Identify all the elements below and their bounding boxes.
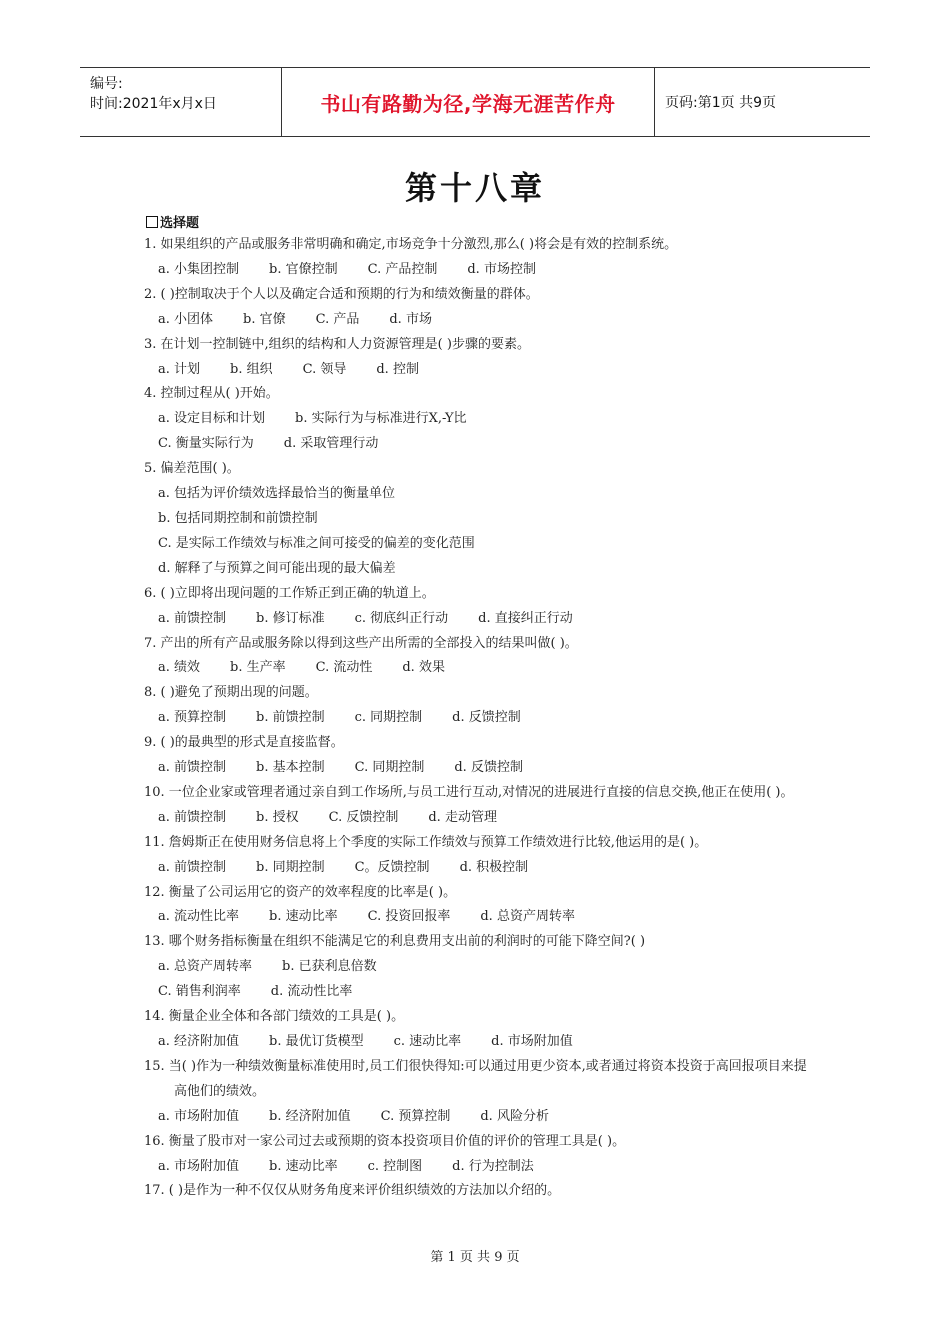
option-row (144, 856, 814, 881)
answer-option: d. 行为控制法 (452, 1158, 534, 1174)
answer-option: b. 组织 (230, 361, 273, 377)
answer-option: d. 采取管理行动 (283, 436, 379, 452)
header-meta (80, 68, 282, 136)
answer-option: b. 实际行为与标准进行X,-Y比 (295, 411, 467, 427)
question-17: 17. ( )是作为一种不仅仅从财务角度来评价组织绩效的方法加以介绍的。 (144, 1183, 561, 1199)
answer-option: c. 控制图 (367, 1158, 423, 1174)
answer-option: b. 速动比率 (269, 1158, 338, 1174)
question-8: 8. ( )避免了预期出现的问题。 (144, 685, 318, 701)
answer-option: a. 包括为评价绩效选择最恰当的衡量单位 (158, 486, 396, 502)
option-row (144, 532, 814, 557)
question-11: 11. 詹姆斯正在使用财务信息将上个季度的实际工作绩效与预算工作绩效进行比较,他运用的是( )。 (144, 834, 708, 850)
answer-option: d. 风险分析 (480, 1108, 549, 1124)
answer-option: a. 预算控制 (158, 710, 227, 726)
option-row (144, 308, 814, 333)
question-3: 3. 在计划一控制链中,组织的结构和人力资源管理是( )步骤的要素。 (144, 336, 530, 352)
option-row (144, 358, 814, 383)
option-row (144, 656, 814, 681)
question-9: 9. ( )的最典型的形式是直接监督。 (144, 735, 344, 751)
answer-option: b. 授权 (256, 809, 299, 825)
question-16: 16. 衡量了股市对一家公司过去或预期的资本投资项目价值的评价的管理工具是( )。 (144, 1133, 626, 1149)
answer-option: a. 设定目标和计划 (158, 411, 266, 427)
answer-option: d. 效果 (402, 660, 445, 676)
question-5: 5. 偏差范围( )。 (144, 461, 240, 477)
answer-option: a. 计划 (158, 361, 201, 377)
question-6: 6. ( )立即将出现问题的工作矫正到正确的轨道上。 (144, 585, 435, 601)
page-title: 第十八章 (404, 169, 545, 207)
option-row (144, 432, 814, 457)
question-list (144, 233, 814, 1204)
answer-option: d. 控制 (376, 361, 419, 377)
option-row (144, 756, 814, 781)
answer-option: C. 投资回报率 (367, 909, 451, 925)
page-footer: 第 1 页 共 9 页 (430, 1250, 520, 1265)
question-4: 4. 控制过程从( )开始。 (144, 386, 279, 402)
option-row (144, 507, 814, 532)
answer-option: a. 经济附加值 (158, 1034, 240, 1049)
answer-option: b. 官僚控制 (269, 261, 338, 277)
answer-option: d. 解释了与预算之间可能出现的最大偏差 (158, 560, 396, 576)
option-row (144, 806, 814, 831)
answer-option: b. 生产率 (230, 660, 286, 676)
answer-option: a. 前馈控制 (158, 610, 227, 626)
answer-option: c. 速动比率 (393, 1034, 462, 1049)
answer-option: a. 小团体 (158, 311, 214, 327)
answer-option: b. 修订标准 (256, 610, 325, 626)
answer-option: c. 彻底纠正行动 (354, 610, 449, 626)
answer-option: C. 是实际工作绩效与标准之间可接受的偏差的变化范围 (158, 535, 475, 551)
answer-option: d. 反馈控制 (454, 760, 523, 776)
question-2: 2. ( )控制取决于个人以及确定合适和预期的行为和绩效衡量的群体。 (144, 286, 539, 302)
option-row (144, 607, 814, 632)
option-row (144, 706, 814, 731)
option-row (144, 407, 814, 432)
answer-option: d. 走动管理 (428, 809, 497, 825)
answer-option: b. 官僚 (243, 311, 286, 327)
question-14: 14. 衡量企业全体和各部门绩效的工具是( )。 (144, 1009, 405, 1025)
answer-option: b. 包括同期控制和前馈控制 (158, 510, 318, 526)
answer-option: b. 经济附加值 (269, 1108, 351, 1124)
checkbox-square-icon (146, 216, 158, 228)
answer-option: d. 流动性比率 (270, 984, 353, 1000)
answer-option: d. 总资产周转率 (480, 909, 575, 925)
page-info: 页码:第1页 共9页 (665, 95, 776, 111)
answer-option: d. 市场附加值 (491, 1034, 573, 1049)
question-10: 10. 一位企业家或管理者通过亲自到工作场所,与员工进行互动,对情况的进展进行直接的信息交换,他正在使用( )。 (144, 784, 794, 800)
answer-option: C. 预算控制 (380, 1108, 451, 1124)
answer-option: b. 速动比率 (269, 909, 338, 925)
answer-option: a. 市场附加值 (158, 1158, 240, 1174)
answer-option: C. 产品 (315, 311, 360, 327)
answer-option: a. 前馈控制 (158, 760, 227, 776)
answer-option: a. 总资产周转率 (158, 959, 253, 975)
answer-option: b. 前馈控制 (256, 710, 325, 726)
question-15: 15. 当( )作为一种绩效衡量标准使用时,员工们很快得知:可以通过用更少资本,或者通过将资本投资于高回报项目来提高他们的绩效。 (144, 1058, 807, 1099)
answer-option: d. 积极控制 (459, 859, 529, 875)
question-1: 1. 如果组织的产品或服务非常明确和确定,市场竞争十分激烈,那么( )将会是有效的控制系统。 (144, 237, 678, 252)
answer-option: a. 前馈控制 (158, 809, 227, 825)
time-label: 时间:2021年x月x日 (90, 96, 217, 112)
option-row (144, 1030, 814, 1055)
option-row (144, 1155, 814, 1180)
question-13: 13. 哪个财务指标衡量在组织不能满足它的利息费用支出前的利润时的可能下降空间?( ) (144, 934, 646, 950)
answer-option: C. 销售利润率 (158, 984, 241, 1000)
answer-option: d. 直接纠正行动 (478, 610, 573, 626)
option-row (144, 955, 814, 980)
answer-option: a. 市场附加值 (158, 1108, 240, 1124)
answer-option: b. 基本控制 (256, 760, 325, 776)
answer-option: b. 最优订货模型 (269, 1034, 364, 1049)
answer-option: a. 小集团控制 (158, 261, 240, 277)
option-row (144, 482, 814, 507)
option-row (144, 258, 814, 283)
header-table (80, 67, 870, 137)
answer-option: C. 反馈控制 (328, 809, 399, 825)
header-motto: 书山有路勤为径,学海无涯苦作舟 (282, 68, 655, 136)
answer-option: C. 同期控制 (354, 760, 425, 776)
answer-option: a. 前馈控制 (158, 859, 227, 875)
option-row (144, 1105, 814, 1130)
answer-option: b. 同期控制 (256, 859, 325, 875)
section-heading (146, 212, 199, 231)
answer-option: d. 市场控制 (467, 261, 536, 277)
section-label: 选择题 (160, 216, 200, 231)
answer-option: C. 流动性 (315, 660, 373, 676)
answer-option: d. 市场 (389, 311, 432, 327)
answer-option: b. 已获利息倍数 (282, 959, 377, 975)
answer-option: C。反馈控制 (354, 859, 430, 875)
answer-option: a. 流动性比率 (158, 909, 240, 925)
option-row (144, 557, 814, 582)
answer-option: c. 同期控制 (354, 710, 423, 726)
answer-option: C. 产品控制 (367, 261, 438, 277)
code-label: 编号: (90, 76, 123, 92)
answer-option: C. 衡量实际行为 (158, 436, 254, 452)
answer-option: C. 领导 (302, 361, 347, 377)
answer-option: d. 反馈控制 (452, 710, 521, 726)
answer-option: a. 绩效 (158, 660, 201, 676)
question-12: 12. 衡量了公司运用它的资产的效率程度的比率是( )。 (144, 884, 457, 900)
option-row (144, 905, 814, 930)
question-7: 7. 产出的所有产品或服务除以得到这些产出所需的全部投入的结果叫做( )。 (144, 635, 578, 651)
option-row (144, 980, 814, 1005)
